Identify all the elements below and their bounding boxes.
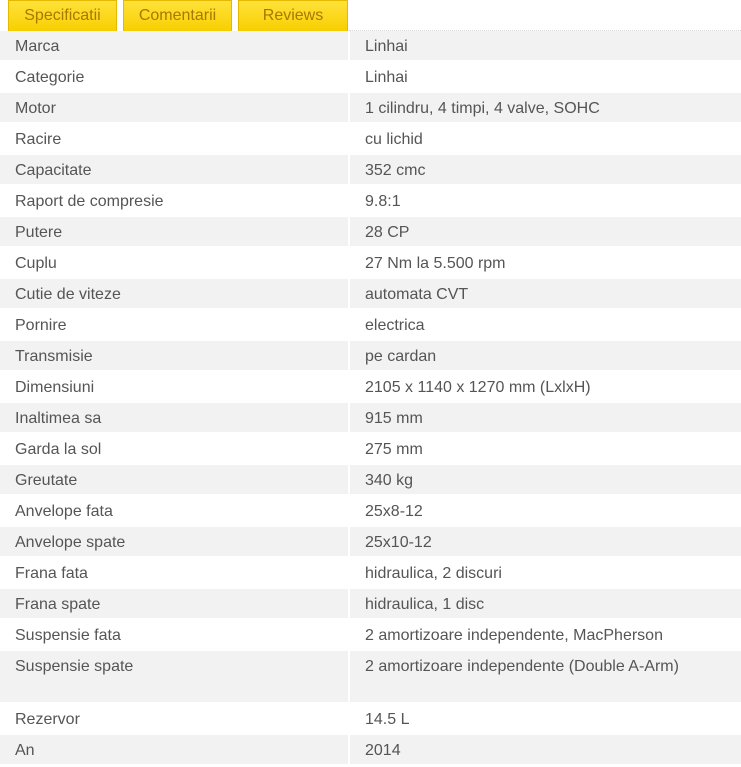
table-row	[0, 434, 741, 465]
spec-value: 25x8-12	[350, 496, 741, 527]
spec-value: pe cardan	[350, 341, 741, 372]
spec-value: 340 kg	[350, 465, 741, 496]
table-row	[0, 527, 741, 558]
table-row	[0, 651, 741, 704]
spec-label: Frana fata	[0, 558, 350, 589]
table-row	[0, 372, 741, 403]
spec-value: 352 cmc	[350, 155, 741, 186]
tab-bar	[0, 0, 741, 31]
spec-label: Inaltimea sa	[0, 403, 350, 434]
spec-value: 915 mm	[350, 403, 741, 434]
table-row	[0, 403, 741, 434]
table-row	[0, 496, 741, 527]
table-row	[0, 62, 741, 93]
table-row	[0, 93, 741, 124]
spec-label: Pornire	[0, 310, 350, 341]
spec-value: 275 mm	[350, 434, 741, 465]
spec-value: 2 amortizoare independente, MacPherson	[350, 620, 741, 651]
spec-value: automata CVT	[350, 279, 741, 310]
spec-label: Transmisie	[0, 341, 350, 372]
spec-value: 28 CP	[350, 217, 741, 248]
spec-value: 1 cilindru, 4 timpi, 4 valve, SOHC	[350, 93, 741, 124]
tab-comentarii[interactable]: Comentarii	[123, 0, 232, 31]
spec-value: 14.5 L	[350, 704, 741, 735]
spec-label: Greutate	[0, 465, 350, 496]
spec-label: Rezervor	[0, 704, 350, 735]
table-row	[0, 341, 741, 372]
table-row	[0, 735, 741, 766]
spec-label: Cutie de viteze	[0, 279, 350, 310]
spec-value: 27 Nm la 5.500 rpm	[350, 248, 741, 279]
tab-specificatii[interactable]: Specificatii	[8, 0, 117, 31]
spec-value: hidraulica, 2 discuri	[350, 558, 741, 589]
table-row	[0, 248, 741, 279]
table-row	[0, 558, 741, 589]
spec-label: Putere	[0, 217, 350, 248]
table-row	[0, 704, 741, 735]
spec-value: 2 amortizoare independente (Double A-Arm)	[350, 651, 741, 704]
table-row	[0, 310, 741, 341]
spec-value: cu lichid	[350, 124, 741, 155]
spec-value: 9.8:1	[350, 186, 741, 217]
table-row	[0, 31, 741, 62]
spec-label: Anvelope fata	[0, 496, 350, 527]
spec-label: Cuplu	[0, 248, 350, 279]
spec-label: Suspensie spate	[0, 651, 350, 704]
spec-label: An	[0, 735, 350, 766]
table-row	[0, 465, 741, 496]
spec-label: Garda la sol	[0, 434, 350, 465]
specifications-table	[0, 31, 741, 766]
spec-label: Categorie	[0, 62, 350, 93]
spec-label: Anvelope spate	[0, 527, 350, 558]
table-row	[0, 620, 741, 651]
spec-value: 2105 x 1140 x 1270 mm (LxlxH)	[350, 372, 741, 403]
spec-label: Motor	[0, 93, 350, 124]
spec-value: 25x10-12	[350, 527, 741, 558]
table-row	[0, 217, 741, 248]
spec-label: Marca	[0, 31, 350, 62]
table-row	[0, 186, 741, 217]
table-row	[0, 124, 741, 155]
spec-label: Capacitate	[0, 155, 350, 186]
spec-label: Raport de compresie	[0, 186, 350, 217]
spec-value: Linhai	[350, 62, 741, 93]
table-row	[0, 589, 741, 620]
spec-value: hidraulica, 1 disc	[350, 589, 741, 620]
spec-label: Racire	[0, 124, 350, 155]
table-row	[0, 155, 741, 186]
spec-label: Suspensie fata	[0, 620, 350, 651]
spec-value: 2014	[350, 735, 741, 766]
spec-value: Linhai	[350, 31, 741, 62]
spec-label: Dimensiuni	[0, 372, 350, 403]
tab-reviews[interactable]: Reviews	[238, 0, 348, 31]
spec-value: electrica	[350, 310, 741, 341]
table-row	[0, 279, 741, 310]
spec-label: Frana spate	[0, 589, 350, 620]
